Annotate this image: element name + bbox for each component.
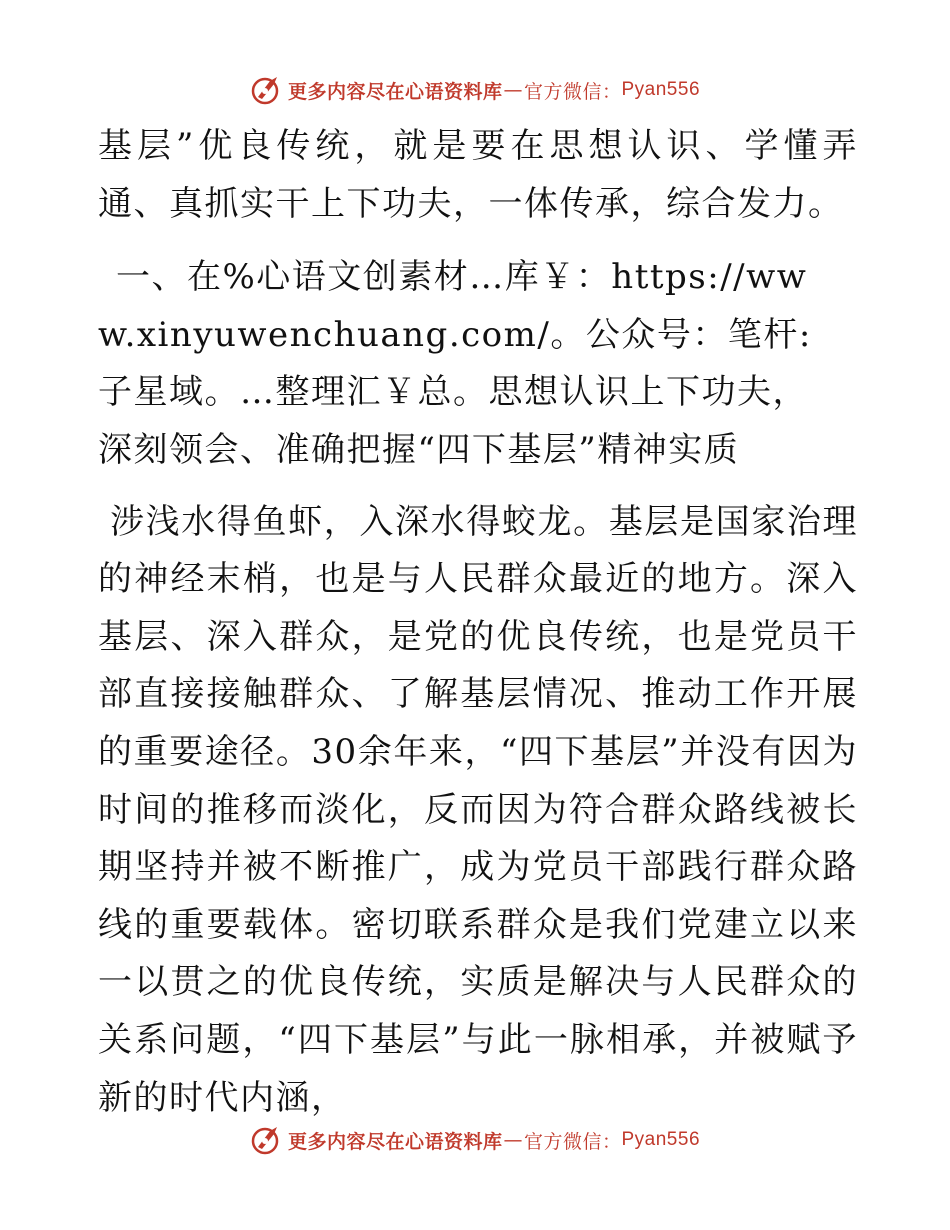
paragraph-heading-1: 一、在%心语文创素材…库￥：https://www.xinyuwenchuang.com/。公众号：笔杆:子星域。…整理汇￥总。思想认识上下功夫，深刻领会、准确把握“四下基层”精神实质: [98, 257, 812, 470]
watermark-wechat-label: 官方微信：: [523, 80, 622, 103]
paragraph-2: 涉浅水得鱼虾，入深水得蛟龙。基层是国家治理的神经末梢，也是与人民群众最近的地方。深入基层、深入群众，是党的优良传统，也是党员干部直接接触群众、了解基层情况、推动工作开展的重要途径。30余年来，“四下基层”并没有因为时间的推移而淡化，反而因为符合群众路线被长期坚持并被不断推广，成为党员干部践行群众路线的重要载体。密切联系群众是我们党建立以来一以贯之的优良传统，实质是解决与人民群众的关系问题，“四下基层”与此一脉相承，并被赋予新的时代内涵，: [98, 501, 858, 1118]
paragraph-1: 基层”优良传统，就是要在思想认识、学懂弄通、真抓实干上下功夫，一体传承，综合发力。: [98, 126, 858, 224]
watermark-brand: 更多内容尽在心语资料库: [287, 1130, 503, 1153]
document-body: [98, 118, 858, 1127]
watermark-brand: 更多内容尽在心语资料库: [287, 80, 503, 103]
watermark-separator: —: [503, 79, 523, 101]
watermark-wechat-label: 官方微信：: [523, 1130, 622, 1153]
watermark-wechat-id: Pyan556: [621, 1129, 701, 1150]
pen-logo-icon: [250, 1123, 284, 1157]
watermark-header: [0, 70, 950, 110]
watermark-footer: [0, 1120, 950, 1160]
watermark-wechat-id: Pyan556: [621, 79, 701, 100]
watermark-separator: —: [503, 1129, 523, 1151]
pen-logo-icon: [250, 73, 284, 107]
